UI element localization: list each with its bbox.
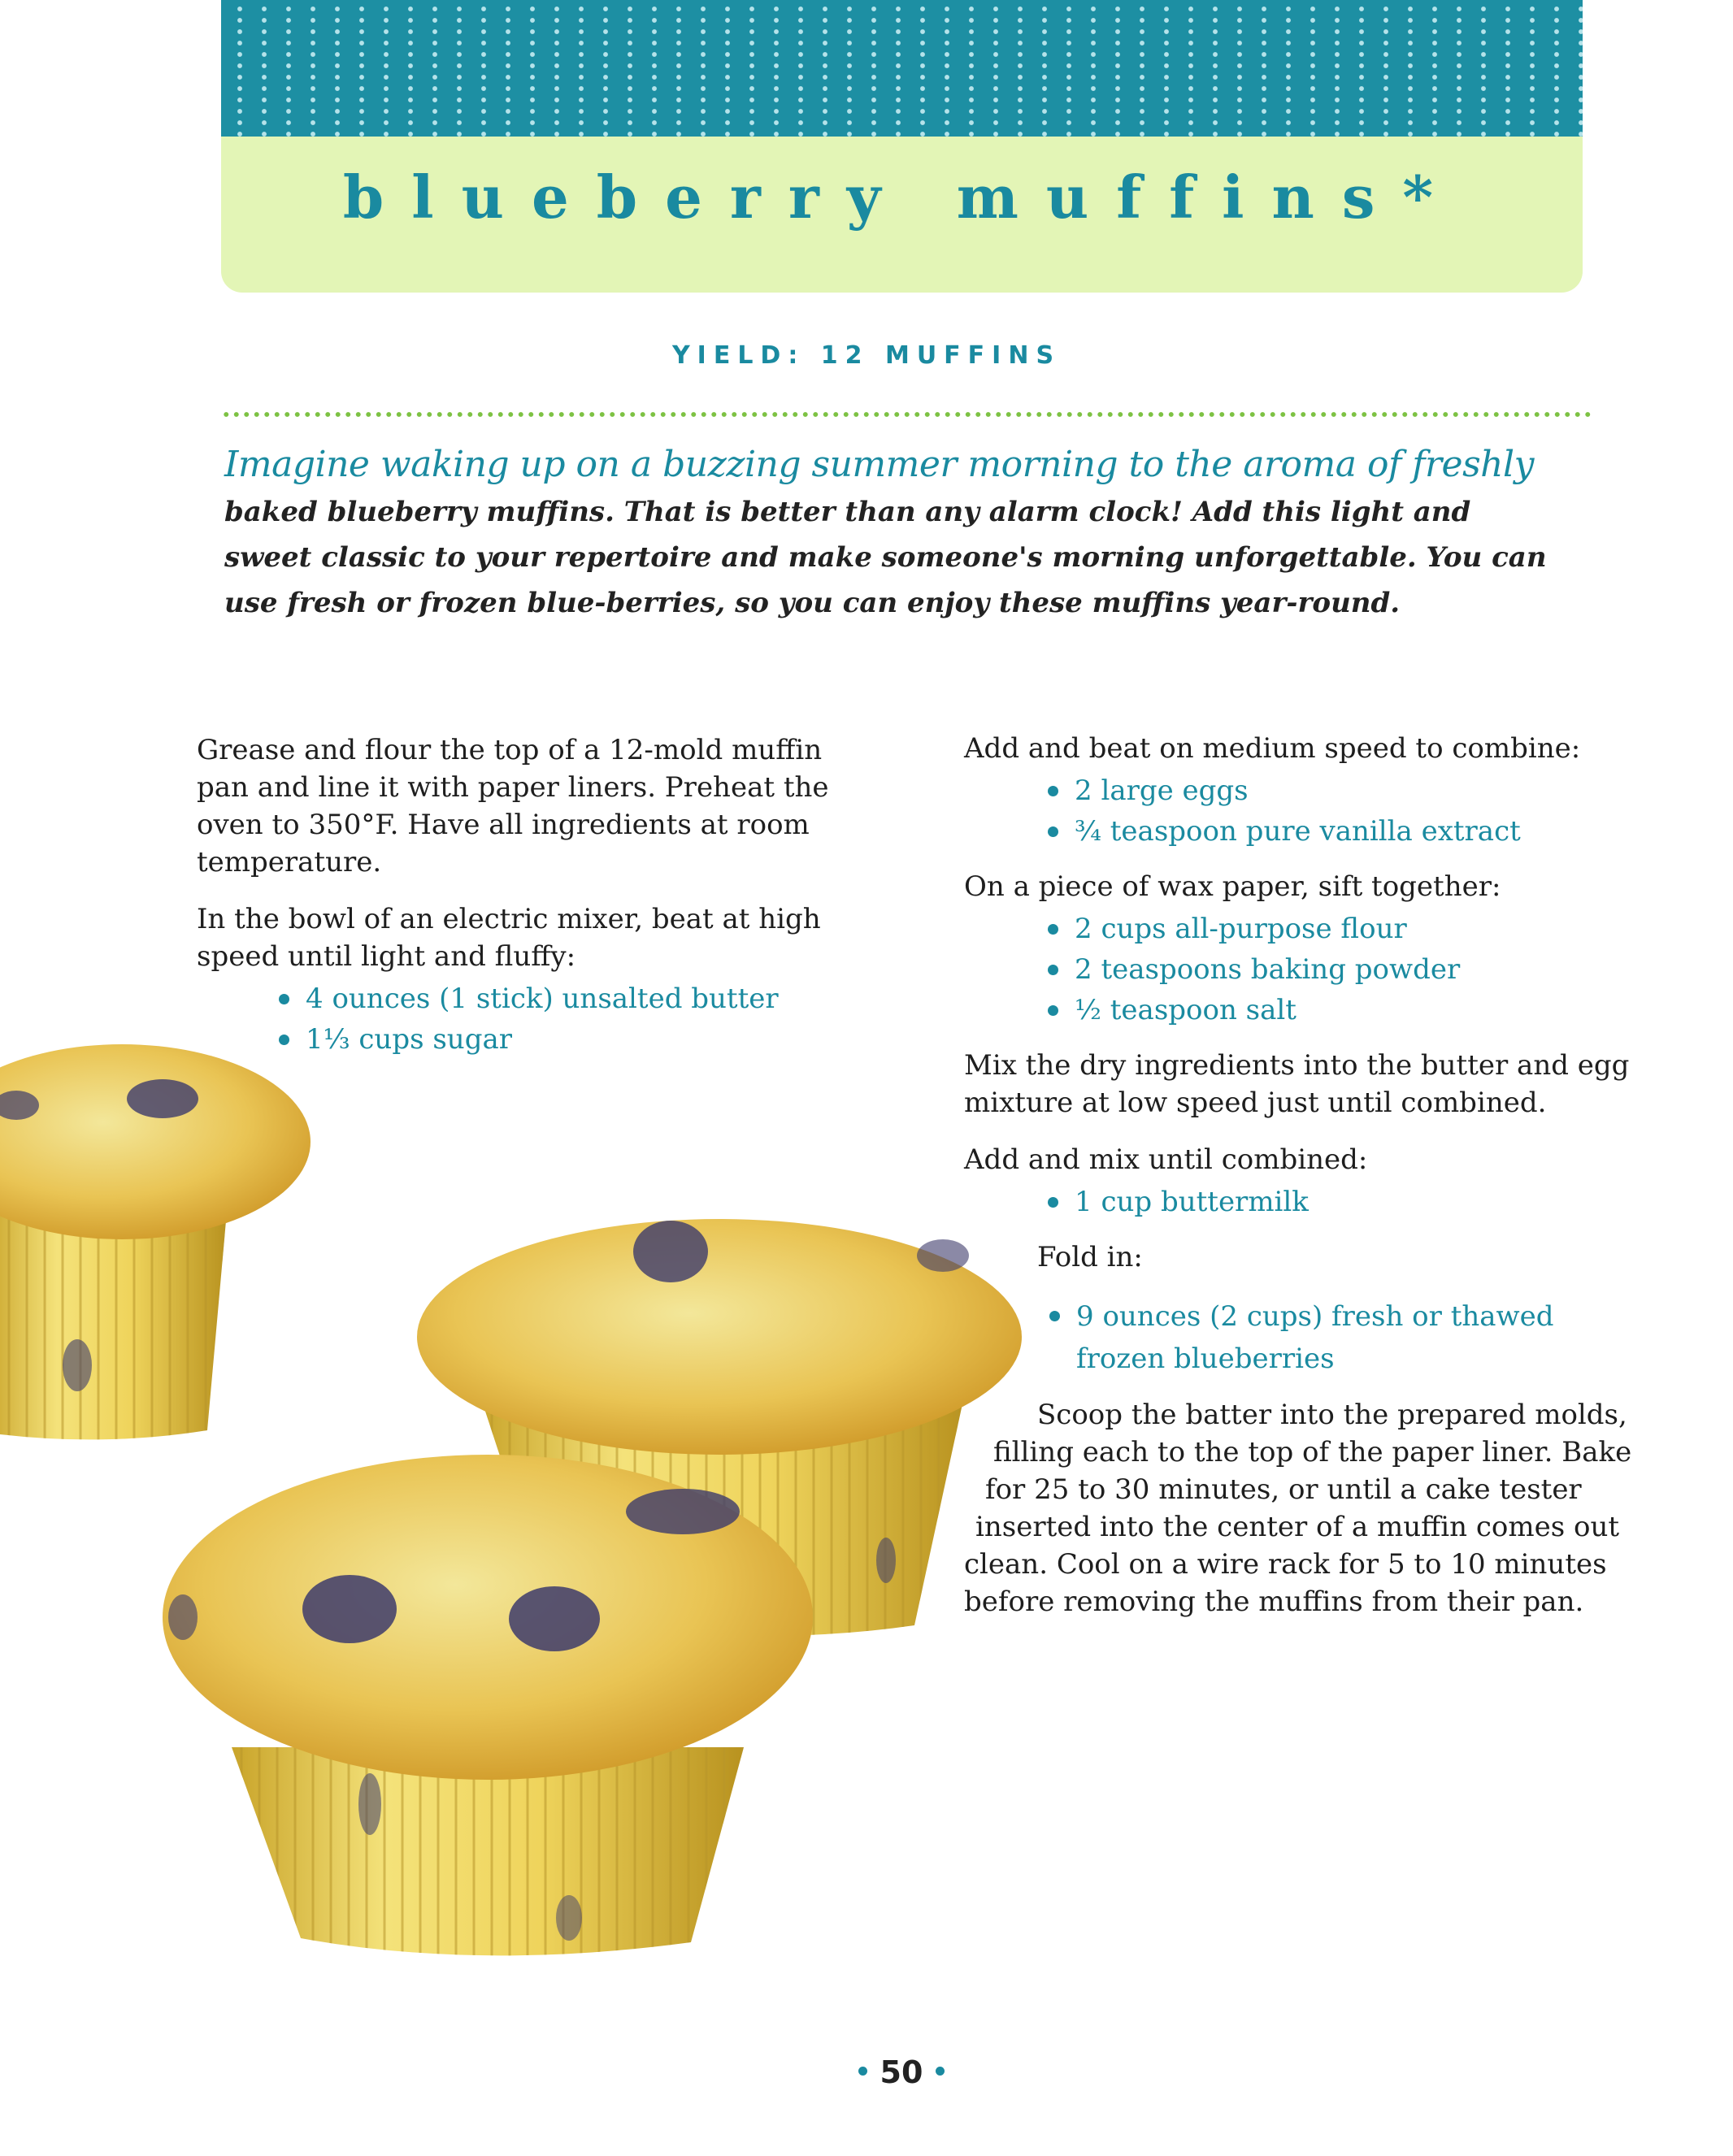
right-column — [964, 730, 1647, 1640]
step-bake — [964, 1396, 1647, 1620]
step-fold-in: Fold in: — [1037, 1241, 1143, 1273]
page-number — [0, 2054, 1733, 2090]
title-banner — [221, 0, 1583, 293]
recipe-intro — [224, 440, 1606, 626]
step-prepare-pan: Grease and flour the top of a 12-mold muffin pan and line it with paper liners. Preheat the oven to 350°F. Have all ingredients at room temperature. — [197, 734, 829, 878]
page-number-dot — [936, 2067, 945, 2076]
muffin-front — [163, 1455, 813, 1955]
step-add-eggs: Add and beat on medium speed to combine: — [964, 732, 1581, 765]
page-number-dot — [858, 2067, 867, 2076]
dry-ingredient-list — [964, 909, 1647, 1030]
bake-line: for 25 to 30 minutes, or until a cake tester — [985, 1473, 1582, 1506]
intro-body-text: baked blueberry muffins. That is better than any alarm clock! Add this light and sweet classic to your repertoire and make someone's morning unforgettable. You can use fresh or frozen blue-berries, so you can enjoy these muffins year-round. — [224, 496, 1547, 619]
ingredient-item: 1⅓ cups sugar — [306, 1019, 847, 1060]
muffin-photo — [0, 1024, 1040, 1983]
step-mix-dry: Mix the dry ingredients into the butter and egg mixture at low speed just until combined. — [964, 1049, 1630, 1119]
page-number-value: 50 — [880, 2054, 923, 2090]
bake-line: inserted into the center of a muffin comes out — [975, 1511, 1620, 1543]
recipe-yield: YIELD: 12 MUFFINS — [671, 341, 1062, 370]
ingredient-item: 2 cups all-purpose flour — [1075, 909, 1647, 949]
ingredient-item: ½ teaspoon salt — [1075, 990, 1647, 1030]
bake-line: before removing the muffins from their pan. — [964, 1586, 1584, 1618]
ingredient-item: 4 ounces (1 stick) unsalted butter — [306, 978, 847, 1019]
egg-ingredient-list — [964, 770, 1647, 852]
ingredient-item: 1 cup buttermilk — [1075, 1182, 1647, 1222]
muffin-left — [0, 1044, 311, 1439]
step-add-buttermilk: Add and mix until combined: — [964, 1143, 1368, 1176]
buttermilk-ingredient-list — [964, 1182, 1647, 1222]
intro-lead-line: Imagine waking up on a buzzing summer morning to the aroma of freshly — [224, 444, 1534, 485]
blueberry-ingredient-list — [964, 1295, 1647, 1380]
bake-line: filling each to the top of the paper liner. Bake — [993, 1436, 1632, 1468]
ingredient-item: 2 large eggs — [1075, 770, 1647, 811]
bake-line: clean. Cool on a wire rack for 5 to 10 minutes — [964, 1548, 1607, 1581]
step-beat-butter: In the bowl of an electric mixer, beat at high speed until light and fluffy: — [197, 903, 821, 973]
step-sift-dry: On a piece of wax paper, sift together: — [964, 870, 1501, 903]
ingredient-item: 9 ounces (2 cups) fresh or thawed frozen blueberries — [1076, 1295, 1647, 1380]
ingredient-item: 2 teaspoons baking powder — [1075, 949, 1647, 990]
banner-dotted-stripes — [221, 0, 1583, 137]
bake-line: Scoop the batter into the prepared molds, — [1037, 1399, 1627, 1431]
recipe-title: blueberry muffins* — [342, 163, 1462, 232]
ingredient-item: ¾ teaspoon pure vanilla extract — [1075, 811, 1647, 852]
dotted-divider — [221, 411, 1595, 418]
